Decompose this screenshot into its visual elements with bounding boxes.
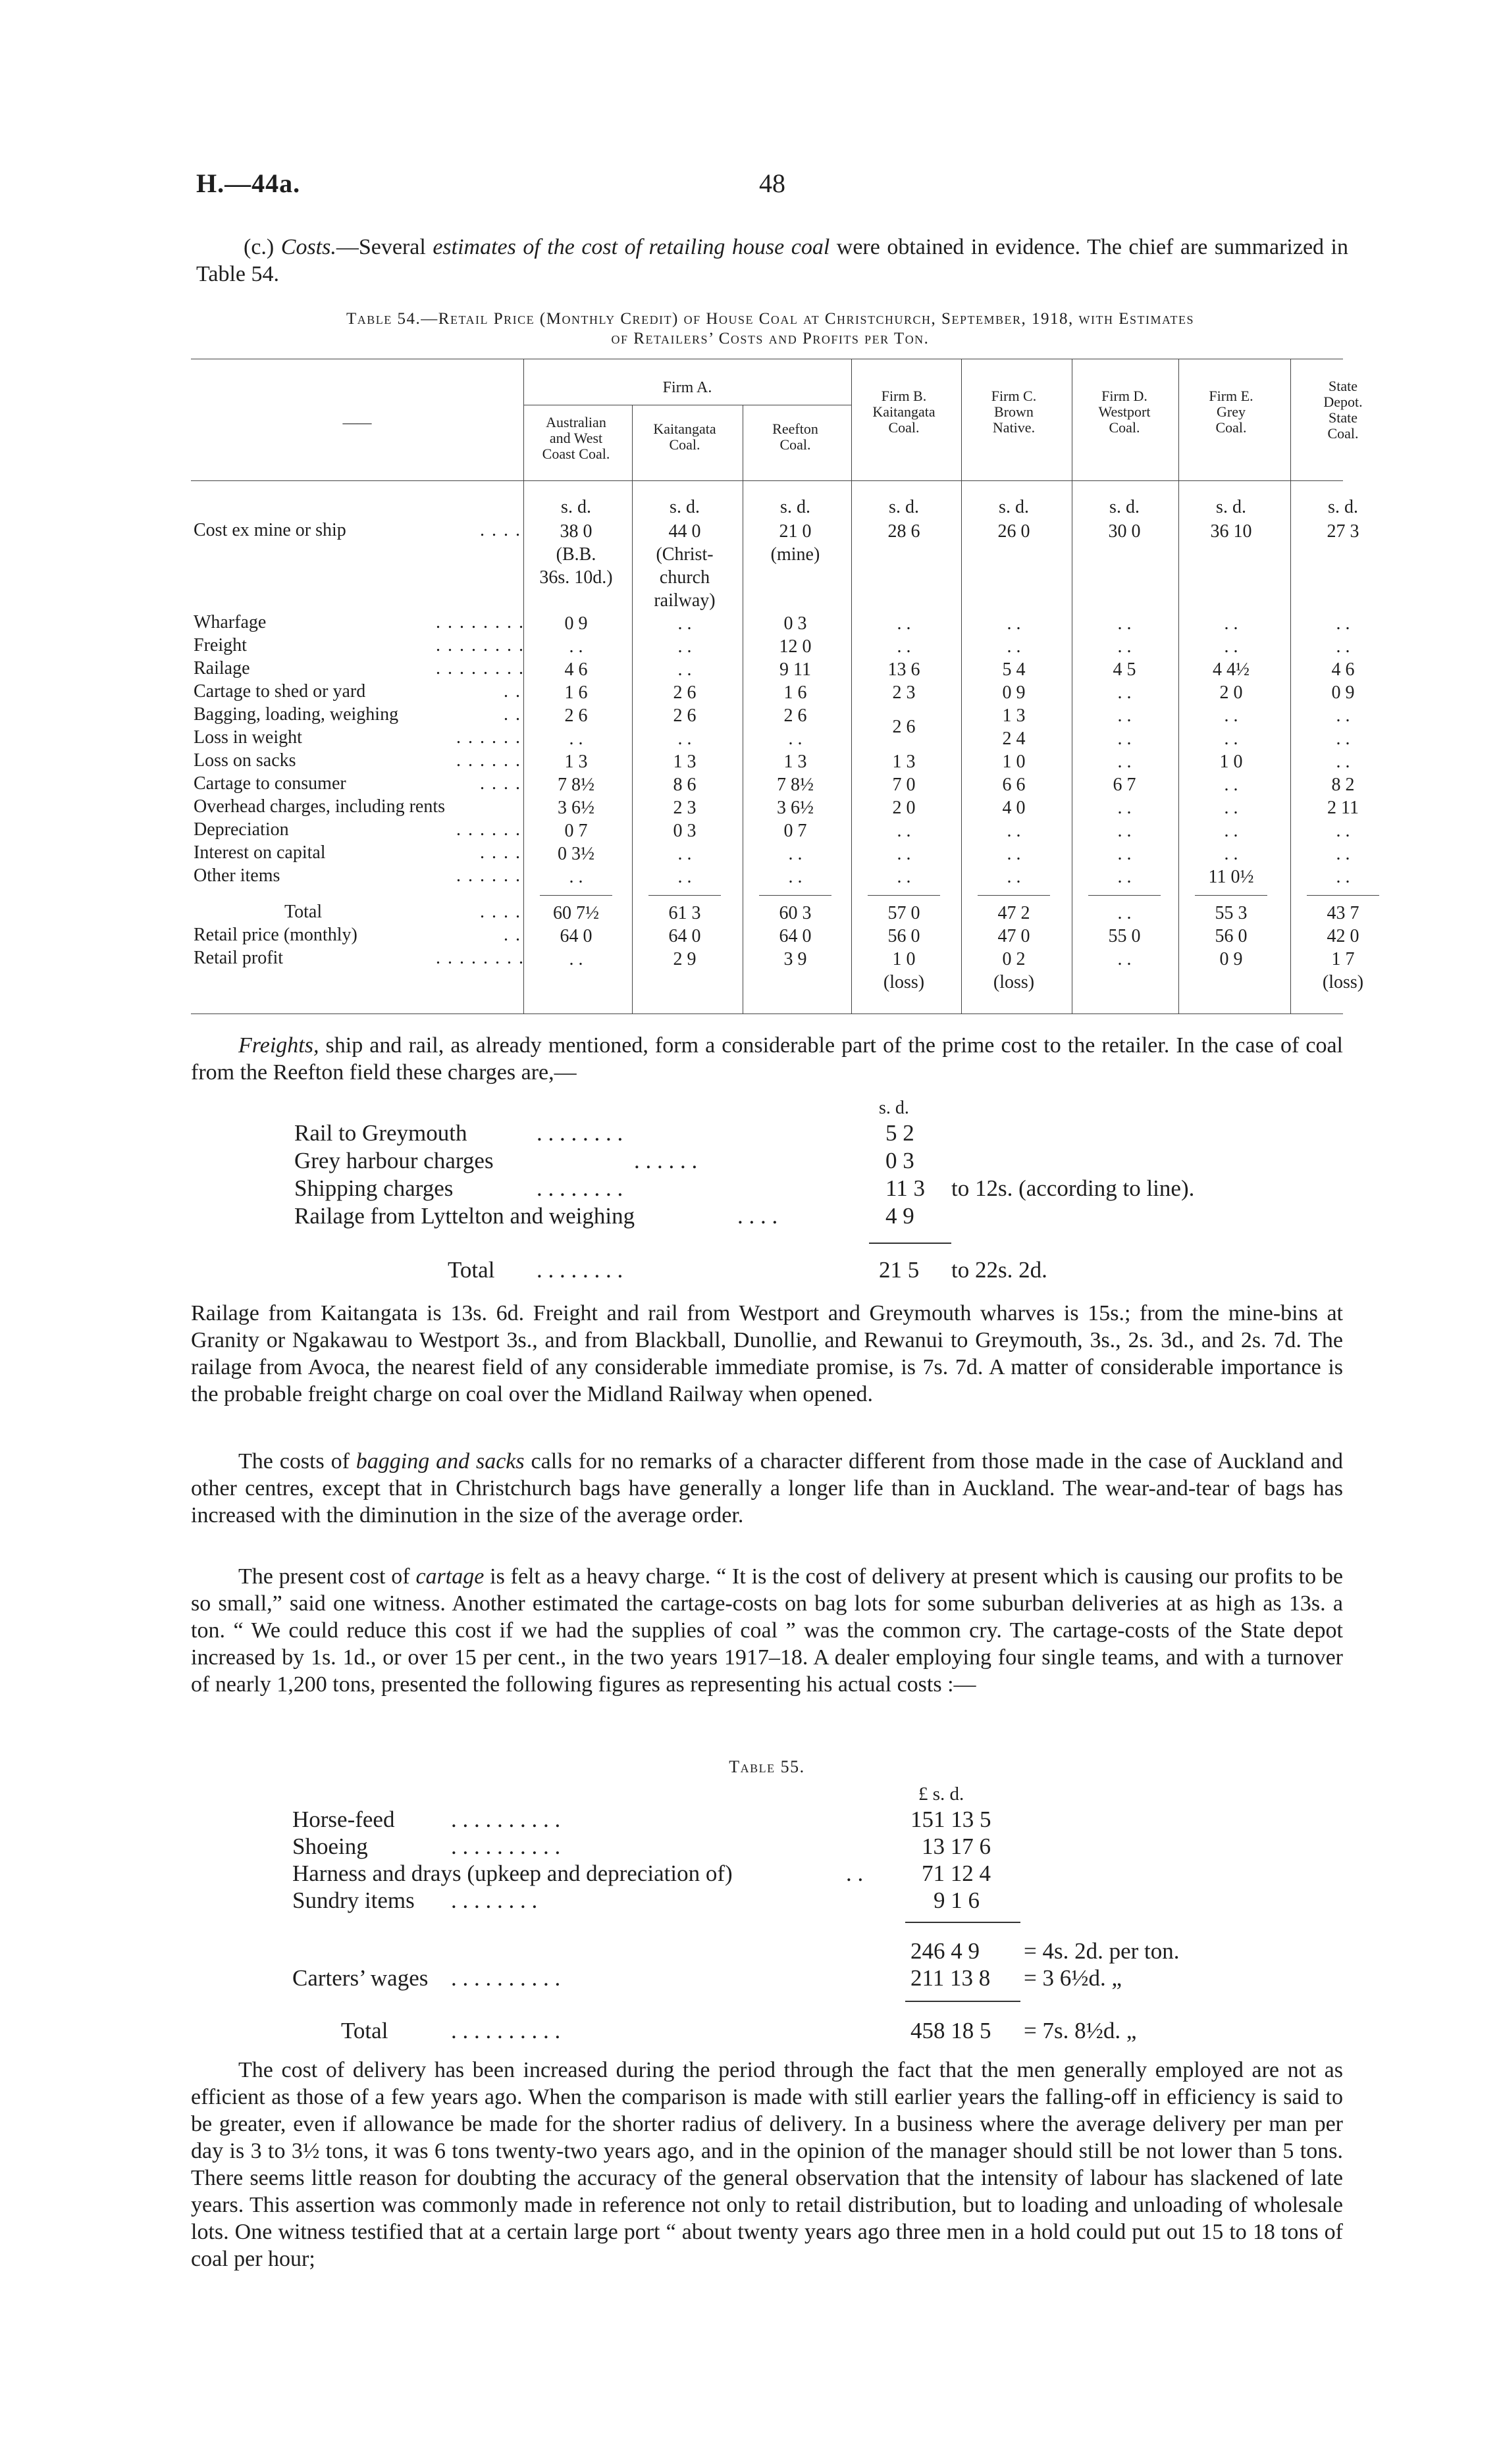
table54-column-header: Firm D. Westport Coal. xyxy=(1098,388,1151,436)
intro-emphasis: estimates of the cost of retailing house coal xyxy=(433,235,830,259)
table55-row-label: Horse-feed xyxy=(292,1807,395,1832)
section-label: (c.) xyxy=(244,235,275,259)
table54-cell: 3 6½ xyxy=(558,798,594,818)
table54-cell: . . xyxy=(1336,867,1350,887)
table54-cell: 8 2 xyxy=(1331,775,1355,795)
table54-cell: 1 7 (loss) xyxy=(1322,949,1364,992)
table54-cell: . . xyxy=(1336,844,1350,864)
table54-cell: 4 0 xyxy=(1002,798,1026,818)
table54-cell: 1 0 xyxy=(1219,752,1243,772)
table54-cell: . . xyxy=(569,729,583,749)
intro-text-b: were obtained in evidence. The chief are summarized in Table 54. xyxy=(196,235,1349,286)
cartage-paragraph xyxy=(191,1563,1343,1698)
table55-total-value: 458 18 5 xyxy=(910,2018,991,2043)
table54-caption-line2: of Retailers’ Costs and Profits per Ton. xyxy=(611,330,930,347)
table54-cell: . . xyxy=(1117,821,1132,841)
table54-cell: 61 3 xyxy=(668,903,701,923)
table54-cell: . . xyxy=(1224,613,1238,634)
table54-cell: 42 0 xyxy=(1327,926,1359,946)
table54-cell: 56 0 xyxy=(1215,926,1248,946)
table54-cell: . . xyxy=(1007,636,1021,657)
table54-row-label: Railage xyxy=(194,658,250,679)
table54-cell: 0 7 xyxy=(564,821,588,841)
freight-row-value: 4 9 xyxy=(885,1203,914,1229)
freights-emphasis: Freights, xyxy=(238,1033,319,1058)
table54-units: s. d. xyxy=(1328,497,1358,517)
table54-cell: . . xyxy=(897,821,911,841)
table54-cell: 27 3 xyxy=(1327,521,1359,542)
freight-row-dots: . . . . . . . . xyxy=(537,1120,623,1146)
table54-cell: 0 2 (loss) xyxy=(993,949,1035,992)
table54-row-label: Loss in weight xyxy=(194,727,302,748)
table54-cell: . . xyxy=(897,613,911,634)
table54-cell: . . xyxy=(1336,613,1350,634)
table54-row-dots: . . . . xyxy=(480,520,521,540)
freight-row-label: Railage from Lyttelton and weighing xyxy=(294,1203,635,1229)
table54-cell: . . xyxy=(1117,903,1132,923)
table54-row-dots: . . . . . . . . xyxy=(436,948,525,968)
table54-cell: 2 9 xyxy=(673,949,697,969)
bagging-text-b: calls for no remarks of a character different from those made in the case of Auckland and other centres, except that in Christchurch bags have generally a longer life than in Auckland. The wear-and-tear of bags has increased with the diminution in the size of the average order. xyxy=(191,1449,1343,1527)
table54-cell: 57 0 xyxy=(887,903,920,923)
table54-cell: . . xyxy=(569,867,583,887)
table54-cell: . . xyxy=(1224,636,1238,657)
table54-cell: 2 6 xyxy=(892,717,916,737)
table54-total-rule xyxy=(978,895,1050,896)
freight-units: s. d. xyxy=(879,1098,909,1118)
bagging-emphasis: bagging and sacks xyxy=(356,1449,525,1474)
table54-cell: 6 6 xyxy=(1002,775,1026,795)
table54-cell: 2 3 xyxy=(892,682,916,703)
table54-cell: . . xyxy=(1336,706,1350,726)
cartage-text-b: is felt as a heavy charge. “ It is the cost of delivery at present which is causing our profits to be so small,” said one witness. Another estimated the cartage-costs on bag lots for some suburban deliveries at as high as 13s. a ton. “ We could reduce this cost if we had the supplies of coal ” was the common cry. The cartage-costs of the State depot increased by 1s. 1d., or over 15 per cent., in the two years 1917–18. A dealer employing four single teams, and with a turnover of nearly 1,200 tons, presented the following figures as representing his actual costs :— xyxy=(191,1564,1343,1697)
table54-total-rule xyxy=(1195,895,1267,896)
table54-column-header: Australian and West Coast Coal. xyxy=(542,414,610,462)
table54-cell: . . xyxy=(1336,821,1350,841)
table55-row-value: 151 13 5 xyxy=(910,1807,991,1832)
table54-cell: . . xyxy=(677,659,692,680)
table54-cell: . . xyxy=(1117,949,1132,969)
table54-cell: 2 0 xyxy=(1219,682,1243,703)
cartage-emphasis: cartage xyxy=(415,1564,485,1589)
table54-cell: . . xyxy=(1224,729,1238,749)
freight-row-label: Grey harbour charges xyxy=(294,1148,494,1173)
page-header xyxy=(196,168,1348,207)
freight-row-label: Rail to Greymouth xyxy=(294,1120,467,1146)
table55-row-dots: . . xyxy=(846,1861,864,1886)
table54-total-rule xyxy=(1088,895,1161,896)
table54-units: s. d. xyxy=(999,497,1029,517)
table55-row-dots: . . . . . . . . xyxy=(451,1887,538,1913)
table55-wages-note: = 3 6½d. „ xyxy=(1024,1965,1122,1991)
table54-cell: . . xyxy=(1117,729,1132,749)
table54-total-rule xyxy=(540,895,612,896)
table54-cell: . . xyxy=(1117,706,1132,726)
table54-column-header: Firm B. Kaitangata Coal. xyxy=(872,388,935,436)
railage-paragraph: Railage from Kaitangata is 13s. 6d. Freight and rail from Westport and Greymouth wharves is 15s.; from the mine-bins at Granity or Ngakawau to Westport 3s., and from Blackball, Dunollie, and Rewanui to Greymouth, 3s., 2s. 3d., and 2s. 7d. The railage from Avoca, the nearest field of any considerable immediate promise, is 7s. 7d. A matter of considerable importance is the probable freight charge on coal over the Midland Railway when opened. xyxy=(191,1301,1343,1406)
table54-cell: . . xyxy=(1336,752,1350,772)
table55-title: Table 55. xyxy=(729,1757,805,1776)
table54-row-label: Cartage to shed or yard xyxy=(194,681,366,702)
table54-cell: 3 6½ xyxy=(777,798,814,818)
table54-cell: . . xyxy=(1117,752,1132,772)
table54-caption-line1: Table 54.—Retail Price (Monthly Credit) of House Coal at Christchurch, September, 1918, with Estimates xyxy=(346,310,1194,328)
table54-column-header: State Depot. State Coal. xyxy=(1323,378,1363,442)
table54-cell: . . xyxy=(1117,613,1132,634)
table54-header-rule xyxy=(191,480,1343,481)
table54-row-dots: . . . . . . xyxy=(456,750,521,771)
table55-row-value: 9 1 6 xyxy=(934,1887,980,1913)
freight-total-rule xyxy=(869,1243,951,1244)
table54-units: s. d. xyxy=(1216,497,1246,517)
table54-cell: . . xyxy=(897,844,911,864)
table54-cell: 8 6 xyxy=(673,775,697,795)
table54-cell: 55 0 xyxy=(1108,926,1141,946)
document-reference: H.—44a. xyxy=(196,168,301,198)
intro-paragraph xyxy=(196,234,1348,288)
table54-cell: 1 3 xyxy=(1002,706,1026,726)
table54-cell: 21 0 (mine) xyxy=(770,521,820,565)
table54-cell: . . xyxy=(788,844,803,864)
table55-wages-value: 211 13 8 xyxy=(910,1965,991,1991)
table54-cell: 2 6 xyxy=(673,706,697,726)
table54-cell: 60 7½ xyxy=(553,903,599,923)
table54-cell: . . xyxy=(1224,706,1238,726)
table55-row-dots: . . . . . . . . . . xyxy=(451,1834,561,1859)
table54-row-label: Wharfage xyxy=(194,612,267,632)
table54-cell: . . xyxy=(788,729,803,749)
table54-units: s. d. xyxy=(889,497,919,517)
table54-cell: . . xyxy=(1224,821,1238,841)
table55-row-label: Shoeing xyxy=(292,1834,368,1859)
table54-cell: 2 6 xyxy=(673,682,697,703)
table55-units: £ s. d. xyxy=(918,1784,964,1805)
table54-row-dots: . . . . . . xyxy=(456,727,521,748)
freight-total-dots: . . . . . . . . xyxy=(537,1257,623,1283)
table54-cell: 28 6 xyxy=(887,521,920,542)
table54-row-dots: . . xyxy=(504,681,521,702)
table55-row-dots: . . . . . . . . . . xyxy=(451,1807,561,1832)
table54-row-dots: . . xyxy=(504,704,521,725)
delivery-paragraph xyxy=(191,2057,1343,2272)
table55-row-label: Sundry items xyxy=(292,1887,415,1913)
table54-cell: 4 5 xyxy=(1113,659,1136,680)
freight-row-value: 5 2 xyxy=(885,1120,914,1146)
table54-row-label: Retail profit xyxy=(194,948,284,968)
table54-cell: 38 0 (B.B. 36s. 10d.) xyxy=(539,521,613,588)
freight-row-dots: . . . . . . . . xyxy=(537,1175,623,1201)
table54-total-rule xyxy=(1307,895,1379,896)
table55-total-note: = 7s. 8½d. „ xyxy=(1024,2018,1137,2043)
freights-paragraph xyxy=(191,1032,1343,1086)
table55-row-value: 13 17 6 xyxy=(922,1834,991,1859)
freight-row-value: 11 3 xyxy=(885,1175,925,1201)
table54-cell: 44 0 (Christ- church railway) xyxy=(654,521,716,611)
table54-cell: 30 0 xyxy=(1108,521,1141,542)
table54-cell: 0 9 xyxy=(1219,949,1243,969)
table54-row-dots: . . . . . . xyxy=(456,865,521,886)
table54-cell: . . xyxy=(1007,613,1021,634)
table54-cell: 7 8½ xyxy=(558,775,594,795)
freights-text: ship and rail, as already mentioned, form a considerable part of the prime cost to the retailer. In the case of coal from the Reefton field these charges are,— xyxy=(191,1033,1343,1085)
table54-row-dots: . . . . . . . . xyxy=(436,612,525,632)
table54-cell: . . xyxy=(677,844,692,864)
table54-cell: 0 3 xyxy=(783,613,807,634)
table54-cell: . . xyxy=(1007,844,1021,864)
table54-column-header: Kaitangata Coal. xyxy=(653,421,716,453)
table54-cell: 1 0 xyxy=(1002,752,1026,772)
table54-row-dots: . . . . xyxy=(480,842,521,863)
table54-cell: 4 6 xyxy=(1331,659,1355,680)
table54-row-label: Interest on capital xyxy=(194,842,326,863)
table54-cell: . . xyxy=(1336,729,1350,749)
table54-cell: 1 6 xyxy=(783,682,807,703)
table54-column-header: Reefton Coal. xyxy=(772,421,818,453)
table54-cell: . . xyxy=(677,729,692,749)
section-heading: Costs. xyxy=(280,235,336,259)
table54-total-rule xyxy=(759,895,831,896)
table54-cell: 2 6 xyxy=(564,706,588,726)
table54-cell: 55 3 xyxy=(1215,903,1248,923)
table54-cell: 7 8½ xyxy=(777,775,814,795)
table54-cell: 64 0 xyxy=(668,926,701,946)
table54-cell: . . xyxy=(897,636,911,657)
table54-units: s. d. xyxy=(670,497,700,517)
page-number: 48 xyxy=(759,168,785,198)
table54-cell: 0 7 xyxy=(783,821,807,841)
table54-total-rule xyxy=(648,895,721,896)
table54-cell: 1 6 xyxy=(564,682,588,703)
table54-row-label: Depreciation xyxy=(194,819,289,840)
cartage-text-a: The present cost of xyxy=(238,1564,416,1589)
table54-row-label: Retail price (monthly) xyxy=(194,925,357,945)
table54-cell: . . xyxy=(677,613,692,634)
freight-total-note: to 22s. 2d. xyxy=(951,1257,1047,1283)
bagging-paragraph xyxy=(191,1448,1343,1529)
table54-cell: 4 6 xyxy=(564,659,588,680)
table54-cell: 12 0 xyxy=(779,636,812,657)
table54-cell: 13 6 xyxy=(887,659,920,680)
table54-units: s. d. xyxy=(561,497,591,517)
table54-cell: 1 3 xyxy=(564,752,588,772)
table54-cell: . . xyxy=(1117,798,1132,818)
table54-cell: 6 7 xyxy=(1113,775,1136,795)
table54-cell: . . xyxy=(1224,775,1238,795)
table54-cell: 60 3 xyxy=(779,903,812,923)
intro-text-a: —Several xyxy=(336,235,433,259)
table54-cell: 0 3½ xyxy=(558,844,594,864)
table55-wages-label: Carters’ wages xyxy=(292,1965,429,1991)
table54-row-label: Loss on sacks xyxy=(194,750,296,771)
table54-units: s. d. xyxy=(1109,497,1140,517)
table54-cell: . . xyxy=(1336,636,1350,657)
table54-cell: 4 4½ xyxy=(1213,659,1250,680)
table54-cell: . . xyxy=(1117,682,1132,703)
table54-row-dots: . . . . . . xyxy=(456,819,521,840)
table54-cell: . . xyxy=(1117,844,1132,864)
table54-cell: . . xyxy=(1007,867,1021,887)
table54-cell: . . xyxy=(677,867,692,887)
table54-row-label: Cartage to consumer xyxy=(194,773,346,794)
table54-cell: . . xyxy=(569,949,583,969)
table55-total-dots: . . . . . . . . . . xyxy=(451,2018,561,2043)
table54-cell: . . xyxy=(897,867,911,887)
freight-row-dots: . . . . . . xyxy=(634,1148,698,1173)
table54-cell: 0 3 xyxy=(673,821,697,841)
table55-subtotal-note: = 4s. 2d. per ton. xyxy=(1024,1938,1180,1964)
table54-cell: 7 0 xyxy=(892,775,916,795)
table54-cell: 2 3 xyxy=(673,798,697,818)
table54-row-dots: . . xyxy=(504,925,521,945)
table54-row-label: Cost ex mine or ship xyxy=(194,520,346,540)
table54-total-rule xyxy=(868,895,940,896)
table54-row-label: Overhead charges, including rents xyxy=(194,796,446,817)
freight-row-label: Shipping charges xyxy=(294,1175,454,1201)
table55-subtotal-rule xyxy=(905,1922,1020,1923)
table54-cell: 1 3 xyxy=(892,752,916,772)
table55-subtotal-value: 246 4 9 xyxy=(910,1938,980,1964)
table54-row-label: Freight xyxy=(194,635,247,655)
table54-cell: 64 0 xyxy=(560,926,592,946)
table54-cell: 26 0 xyxy=(997,521,1030,542)
table54-cell: 1 0 (loss) xyxy=(883,949,925,992)
table54-row-label: Other items xyxy=(194,865,280,886)
table54-row-dots: . . . . xyxy=(480,902,521,922)
delivery-text: The cost of delivery has been increased during the period through the fact that the men generally employed are not as efficient as those of a few years ago. When the comparison is made with still earlier years the falling-off in efficiency is said to be greater, even if allowance be made for the shorter radius of delivery. In a business where the average delivery per man per day is 3 to 3½ tons, it was 6 tons twenty-two years ago, and in the opinion of the manager should still be not lower than 5 tons. There seems little reason for doubting the accuracy of the general observation that the intensity of labour has slackened of late years. This assertion was commonly made in reference not only to retail distribution, but to loading and unloading of wholesale lots. One witness testified that at a certain large port “ about twenty years ago three men in a hold could put out 15 to 18 tons of coal per hour; xyxy=(191,2058,1343,2271)
table54-cell: . . xyxy=(569,636,583,657)
freight-row-dots: . . . . xyxy=(737,1203,778,1229)
table55-total-label: Total xyxy=(341,2018,388,2043)
table54-cell: 2 0 xyxy=(892,798,916,818)
freight-row-value: 0 3 xyxy=(885,1148,914,1173)
table54-stub-header: —— xyxy=(342,414,372,430)
table54-caption xyxy=(191,309,1350,349)
table55-row-value: 71 12 4 xyxy=(922,1861,991,1886)
table54-cell: . . xyxy=(1224,844,1238,864)
table54-cell: 1 3 xyxy=(673,752,697,772)
bagging-text-a: The costs of xyxy=(238,1449,356,1474)
table54-cell: 36 10 xyxy=(1210,521,1252,542)
table54-cell: 2 6 xyxy=(783,706,807,726)
table54-cell: 47 0 xyxy=(997,926,1030,946)
table54-row-dots: . . . . . . . . xyxy=(436,658,525,679)
table55-row-label: Harness and drays (upkeep and depreciation of) xyxy=(292,1861,733,1886)
table54-column-header: Firm E. Grey Coal. xyxy=(1209,388,1253,436)
table54-cell: 2 4 xyxy=(1002,729,1026,749)
table54-cell: 11 0½ xyxy=(1208,867,1254,887)
table55-total-rule xyxy=(905,2001,1020,2002)
table54-cell: . . xyxy=(1117,636,1132,657)
table54-row-label: Bagging, loading, weighing xyxy=(194,704,399,725)
table54-column-header: Firm C. Brown Native. xyxy=(991,388,1037,436)
table54-cell: . . xyxy=(677,636,692,657)
table54-cell: . . xyxy=(788,867,803,887)
table54-cell: . . xyxy=(1117,867,1132,887)
table54-cell: 47 2 xyxy=(997,903,1030,923)
table55-wages-dots: . . . . . . . . . . xyxy=(451,1965,561,1991)
table54 xyxy=(191,359,1364,1017)
table54-cell: 2 11 xyxy=(1327,798,1359,818)
firm-a-header: Firm A. xyxy=(662,379,712,396)
table54-row-label: Total xyxy=(284,902,323,922)
table54-cell: 43 7 xyxy=(1327,903,1359,923)
table54-cell: . . xyxy=(1007,821,1021,841)
freight-total-label: Total xyxy=(448,1257,495,1283)
freight-total-value: 21 5 xyxy=(879,1257,920,1283)
table54-cell: 64 0 xyxy=(779,926,812,946)
table54-cell: 1 3 xyxy=(783,752,807,772)
table54-cell: 3 9 xyxy=(783,949,807,969)
table54-units: s. d. xyxy=(780,497,810,517)
table54-cell: . . xyxy=(1224,798,1238,818)
table54-cell: 0 9 xyxy=(1002,682,1026,703)
table54-row-dots: . . . . . . . . xyxy=(436,635,525,655)
table54-cell: 0 9 xyxy=(564,613,588,634)
table54-cell: 0 9 xyxy=(1331,682,1355,703)
table54-cell: 56 0 xyxy=(887,926,920,946)
table54-cell: 5 4 xyxy=(1002,659,1026,680)
freight-row-note: to 12s. (according to line). xyxy=(951,1175,1195,1201)
table54-cell: 9 11 xyxy=(779,659,811,680)
table54-row-dots: . . . . xyxy=(480,773,521,794)
